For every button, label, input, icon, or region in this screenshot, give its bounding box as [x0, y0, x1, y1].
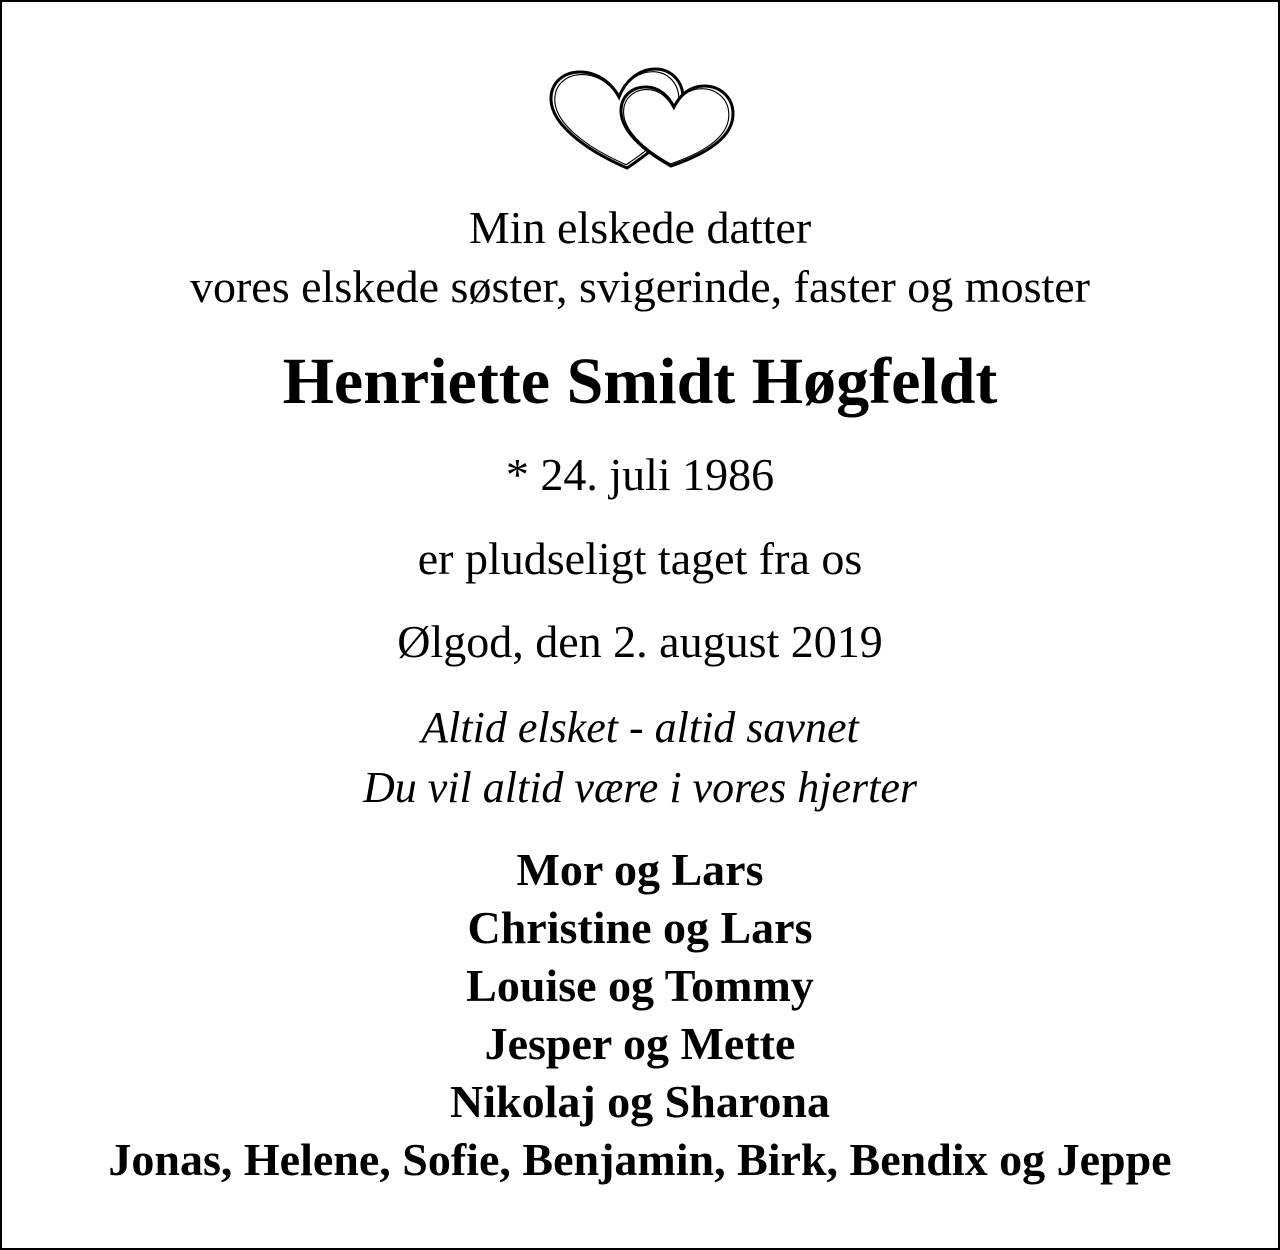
two-hearts-icon — [547, 64, 739, 174]
place-and-date: Ølgod, den 2. august 2019 — [397, 616, 883, 667]
passed-away-text: er pludseligt taget fra os — [417, 533, 863, 584]
signature-line: Nikolaj og Sharona — [449, 1076, 831, 1127]
deceased-name: Henriette Smidt Høgfeldt — [282, 345, 998, 418]
quote-line-2: Du vil altid være i vores hjerter — [363, 763, 917, 812]
signature-line: Louise og Tommy — [466, 960, 814, 1011]
intro-line-2: vores elskede søster, svigerinde, faster og moster — [189, 261, 1090, 312]
quote-line-1: Altid elsket - altid savnet — [421, 703, 859, 752]
signature-line: Christine og Lars — [467, 902, 813, 953]
signature-line: Jesper og Mette — [484, 1018, 796, 1069]
signature-line: Mor og Lars — [516, 844, 764, 895]
intro-line-1: Min elskede datter — [468, 202, 812, 253]
signature-line: Jonas, Helene, Sofie, Benjamin, Birk, Bendix og Jeppe — [108, 1134, 1172, 1185]
birth-date: * 24. juli 1986 — [505, 449, 775, 500]
